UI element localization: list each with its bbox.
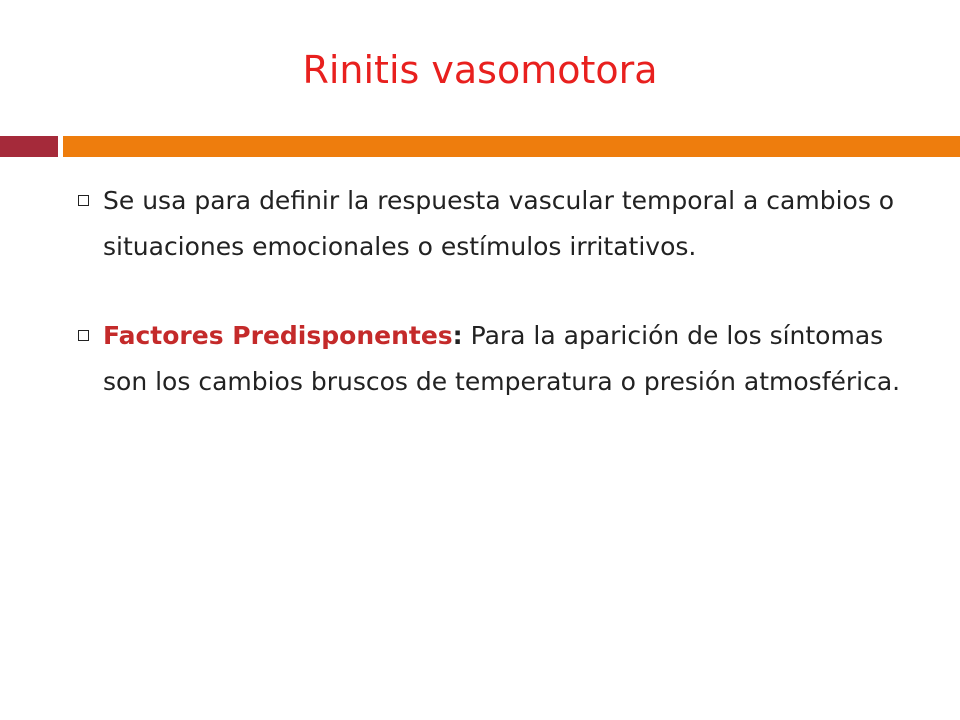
bullet-item-factores bbox=[78, 313, 908, 405]
bullet-keyword: Factores Predisponentes bbox=[103, 321, 453, 350]
bullet-list bbox=[78, 178, 908, 448]
title-accent-bar-left bbox=[0, 136, 58, 157]
bullet-text: Para la aparición de los síntomas son los cambios bruscos de temperatura o presión atmosférica. bbox=[103, 321, 901, 396]
title-accent-bar-right bbox=[63, 136, 960, 157]
slide-title: Rinitis vasomotora bbox=[302, 48, 658, 92]
square-bullet-icon bbox=[78, 195, 89, 206]
bullet-keyword-separator: : bbox=[452, 321, 463, 350]
bullet-item-definition bbox=[78, 178, 908, 270]
bullet-text: Se usa para definir la respuesta vascular temporal a cambios o situaciones emocionales o estímulos irritativos. bbox=[103, 186, 895, 261]
square-bullet-icon bbox=[78, 330, 89, 341]
